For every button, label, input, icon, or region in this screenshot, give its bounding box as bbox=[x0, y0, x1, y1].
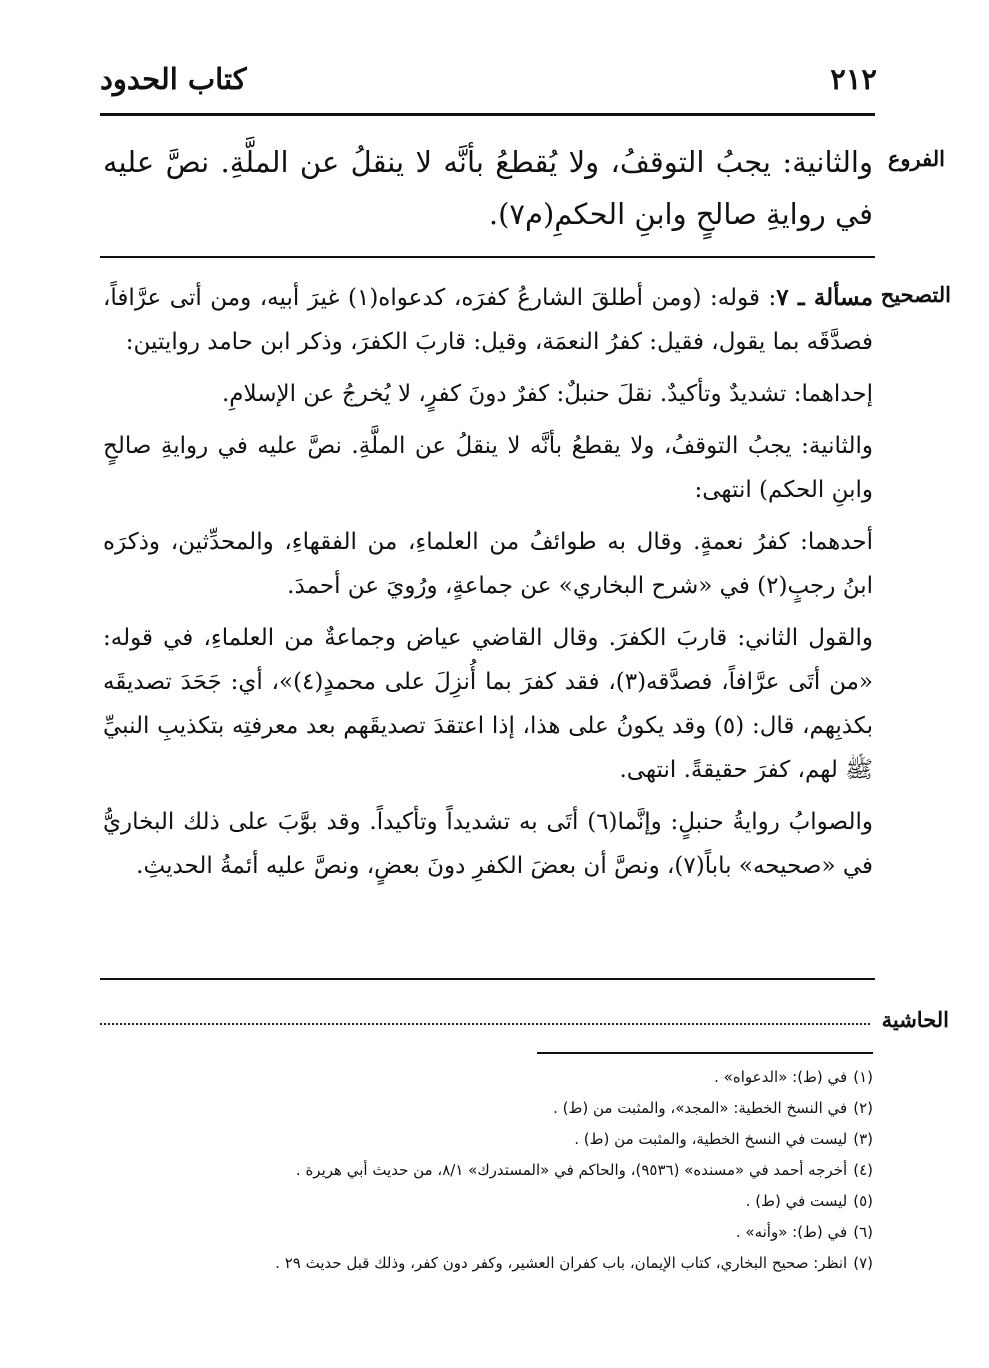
paragraph-text: : قوله: (ومن أطلقَ الشارعُ كفرَه، كدعواه(١) غيرَ أبيه، ومن أتى عرَّافاً، فصدَّقَه بما يقول، فقيل: كفرُ النعمَة، وقيل: قاربَ الكفرَ، وذكر ابن حامد روايتين: bbox=[103, 285, 873, 355]
footnote-text: في النسخ الخطية: «المجد»، والمثبت من (ط) . bbox=[553, 1099, 848, 1117]
book-title: كتاب الحدود bbox=[100, 62, 247, 96]
footnote-text: في (ط): «الدعواه» . bbox=[714, 1068, 848, 1086]
footnote-number: (٧) bbox=[853, 1254, 873, 1272]
footnote-number: (٦) bbox=[853, 1223, 873, 1241]
footnote-number: (٢) bbox=[853, 1099, 873, 1117]
tashih-divider bbox=[100, 978, 875, 980]
footnote-4 bbox=[103, 1155, 873, 1186]
footnote-number: (١) bbox=[853, 1068, 873, 1086]
furu-label: الفروع bbox=[887, 146, 945, 171]
footnote-number: (٥) bbox=[853, 1192, 873, 1210]
header-rule bbox=[100, 113, 875, 116]
footnote-text: ليست في (ط) . bbox=[745, 1192, 848, 1210]
footnote-rule bbox=[537, 1052, 873, 1054]
footnote-text: انظر: صحيح البخاري، كتاب الإيمان، باب كفران العشير، وكفر دون كفر، وذلك قبل حديث ٢٩ . bbox=[275, 1254, 848, 1272]
tashih-paragraph-6: والصوابُ روايةُ حنبلٍ: وإنَّما(٦) أتَى به تشديداً وتأكيداً. وقد بوَّبَ على ذلك البخاريُّ في «صحيحه» باباً(٧)، ونصَّ أن بعضَ الكفرِ دونَ بعضٍ، ونصَّ عليه أئمةُ الحديثِ. bbox=[103, 809, 873, 879]
tashih-label: التصحيح bbox=[880, 282, 951, 307]
footnote-2 bbox=[103, 1093, 873, 1124]
hashiya-label: الحاشية bbox=[881, 1007, 949, 1032]
tashih-body bbox=[103, 276, 873, 896]
footnote-7 bbox=[103, 1248, 873, 1279]
footnote-5 bbox=[103, 1186, 873, 1217]
footnote-text: ليست في النسخ الخطية، والمثبت من (ط) . bbox=[574, 1130, 848, 1148]
furu-text: والثانية: يجبُ التوقفُ، ولا يُقطعُ بأنَّه لا ينقلُ عن الملَّةِ. نصَّ عليه في روايةِ صالحٍ وابنِ الحكمِ(م٧). bbox=[103, 145, 873, 231]
page-number: ٢١٢ bbox=[830, 62, 877, 96]
footnote-number: (٣) bbox=[853, 1130, 873, 1148]
tashih-paragraph-5: والقول الثاني: قاربَ الكفرَ. وقال القاضي عياض وجماعةٌ من العلماءِ، في قوله: «من أتَى عرَّافاً، فصدَّقه(٣)، فقد كفرَ بما أُنزِلَ على محمدٍ(٤)»، أي: جَحَدَ تصديقَه بكذبِهم، قال: (٥) وقد يكونُ على هذا، إذا اعتقدَ تصديقَهم بعد معرفتِه بتكذيبِ النبيِّ ﷺ لهم، كفرَ حقيقةً. انتهى. bbox=[103, 625, 874, 783]
tashih-paragraph-3: والثانية: يجبُ التوقفُ، ولا يقطعُ بأنَّه لا ينقلُ عن الملَّةِ. نصَّ عليه في روايةِ صالحٍ وابنِ الحكم) انتهى: bbox=[103, 433, 873, 503]
footnote-text: أخرجه أحمد في «مسنده» (٩٥٣٦)، والحاكم في «المستدرك» ٨/١، من حديث أبي هريرة . bbox=[295, 1161, 848, 1179]
hashiya-dotted-line bbox=[100, 1023, 870, 1025]
footnote-6 bbox=[103, 1217, 873, 1248]
tashih-paragraph-1 bbox=[103, 276, 873, 364]
footnotes bbox=[103, 1062, 873, 1279]
footnote-3 bbox=[103, 1124, 873, 1155]
footnote-number: (٤) bbox=[853, 1161, 873, 1179]
tashih-paragraph-2: إحداهما: تشديدٌ وتأكيدٌ. نقلَ حنبلٌ: كفرٌ دونَ كفرٍ، لا يُخرجُ عن الإسلامِ. bbox=[221, 381, 873, 407]
footnote-1 bbox=[103, 1062, 873, 1093]
tashih-paragraph-4: أحدهما: كفرُ نعمةٍ. وقال به طوائفُ من العلماءِ، من الفقهاءِ، والمحدِّثين، وذكرَه ابنُ رجبٍ(٢) في «شرح البخاري» عن جماعةٍ، ورُويَ عن أحمدَ. bbox=[103, 529, 873, 599]
masala-heading: مسألة ـ ٧ bbox=[776, 284, 874, 311]
furu-divider bbox=[100, 256, 875, 258]
footnote-text: في (ط): «وأنه» . bbox=[735, 1223, 848, 1241]
